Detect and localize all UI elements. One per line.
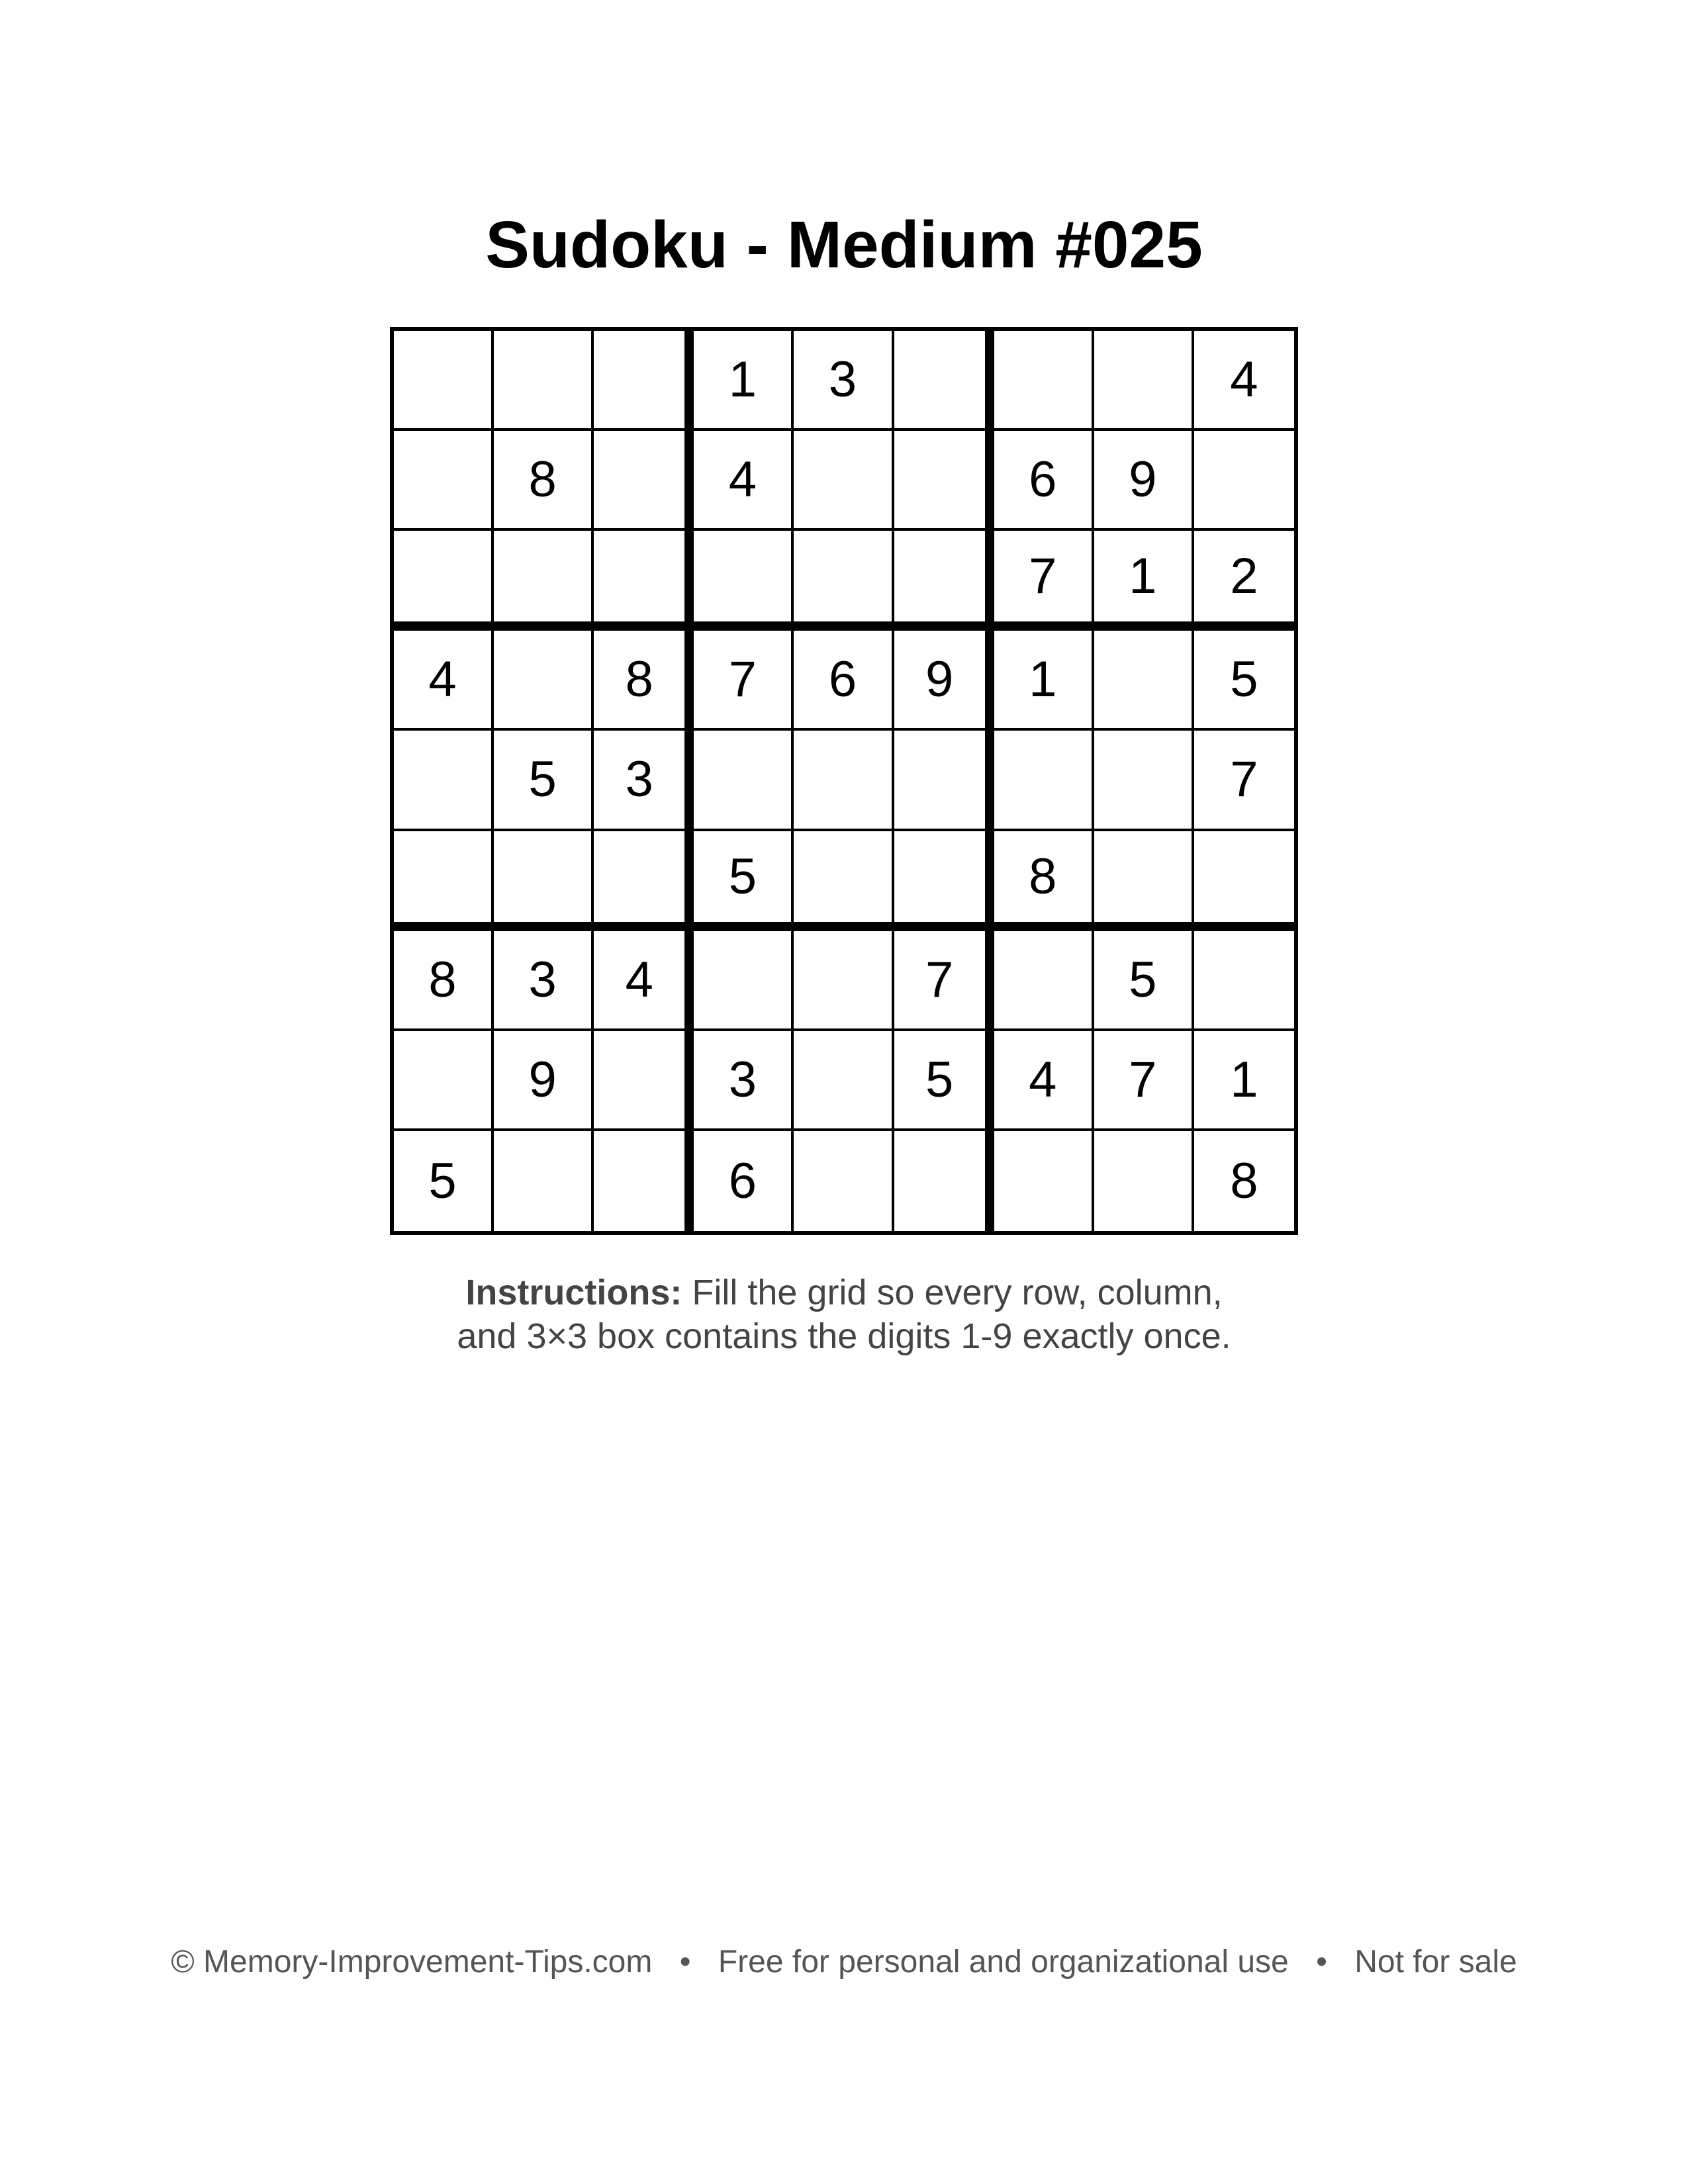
given-cell: 3 <box>594 731 694 831</box>
given-cell: 7 <box>894 931 994 1031</box>
empty-cell[interactable] <box>594 1031 694 1131</box>
empty-cell[interactable] <box>794 431 894 531</box>
empty-cell[interactable] <box>494 1131 594 1231</box>
empty-cell[interactable] <box>394 831 494 931</box>
instructions-label: Instructions: <box>465 1273 682 1312</box>
sudoku-grid <box>390 327 1298 1235</box>
given-cell: 9 <box>894 631 994 731</box>
given-cell: 7 <box>1194 731 1294 831</box>
given-cell: 3 <box>494 931 594 1031</box>
given-cell: 1 <box>1094 531 1194 631</box>
empty-cell[interactable] <box>594 1131 694 1231</box>
footer-copyright: © Memory-Improvement-Tips.com <box>171 1944 653 1979</box>
page-title: Sudoku - Medium #025 <box>485 208 1203 282</box>
given-cell: 7 <box>694 631 794 731</box>
empty-cell[interactable] <box>794 931 894 1031</box>
given-cell: 3 <box>694 1031 794 1131</box>
empty-cell[interactable] <box>894 1131 994 1231</box>
empty-cell[interactable] <box>1094 331 1194 431</box>
given-cell: 1 <box>994 631 1094 731</box>
empty-cell[interactable] <box>794 531 894 631</box>
given-cell: 5 <box>494 731 594 831</box>
empty-cell[interactable] <box>1094 1131 1194 1231</box>
given-cell: 4 <box>994 1031 1094 1131</box>
given-cell: 8 <box>1230 1152 1258 1209</box>
empty-cell[interactable] <box>794 1031 894 1131</box>
given-cell: 5 <box>394 1131 494 1231</box>
empty-cell[interactable] <box>394 531 494 631</box>
empty-cell[interactable] <box>1094 631 1194 731</box>
empty-cell[interactable] <box>494 831 594 931</box>
given-cell: 4 <box>594 931 694 1031</box>
footer-separator: • <box>1316 1944 1327 1979</box>
empty-cell[interactable] <box>394 1031 494 1131</box>
empty-cell[interactable] <box>1194 831 1294 931</box>
given-cell: 1 <box>694 331 794 431</box>
given-cell: 2 <box>1194 531 1294 631</box>
empty-cell[interactable] <box>394 731 494 831</box>
empty-cell[interactable] <box>694 531 794 631</box>
given-cell: 5 <box>894 1031 994 1131</box>
instructions-line-2: and 3×3 box contains the digits 1-9 exactly once. <box>457 1316 1231 1356</box>
empty-cell[interactable] <box>894 331 994 431</box>
footer-sale: Not for sale <box>1354 1944 1517 1979</box>
empty-cell[interactable] <box>994 731 1094 831</box>
given-cell: 9 <box>494 1031 594 1131</box>
given-cell: 5 <box>1194 631 1294 731</box>
empty-cell[interactable] <box>994 1131 1094 1231</box>
empty-cell[interactable] <box>394 331 494 431</box>
empty-cell[interactable] <box>794 831 894 931</box>
given-cell: 7 <box>1094 1031 1194 1131</box>
empty-cell[interactable] <box>994 331 1094 431</box>
given-cell: 9 <box>1094 431 1194 531</box>
empty-cell[interactable] <box>994 931 1094 1031</box>
given-cell: 8 <box>994 831 1094 931</box>
given-cell: 8 <box>494 431 594 531</box>
empty-cell[interactable] <box>594 531 694 631</box>
given-cell: 1 <box>1194 1031 1294 1131</box>
empty-cell[interactable] <box>694 931 794 1031</box>
empty-cell[interactable] <box>794 1131 894 1231</box>
empty-cell[interactable] <box>394 431 494 531</box>
instructions <box>0 1271 1688 1358</box>
given-cell: 6 <box>694 1131 794 1231</box>
empty-cell[interactable] <box>1194 431 1294 531</box>
given-cell: 7 <box>994 531 1094 631</box>
empty-cell[interactable] <box>594 831 694 931</box>
empty-cell[interactable] <box>894 831 994 931</box>
empty-cell[interactable] <box>894 531 994 631</box>
empty-cell[interactable] <box>794 731 894 831</box>
given-cell: 5 <box>694 831 794 931</box>
footer-separator: • <box>679 1944 691 1979</box>
empty-cell[interactable] <box>894 431 994 531</box>
empty-cell[interactable] <box>1094 831 1194 931</box>
empty-cell[interactable] <box>494 531 594 631</box>
empty-cell[interactable] <box>694 731 794 831</box>
empty-cell[interactable] <box>494 631 594 731</box>
footer <box>0 1942 1688 1982</box>
given-cell: 6 <box>794 631 894 731</box>
given-cell: 5 <box>1094 931 1194 1031</box>
given-cell: 4 <box>1194 331 1294 431</box>
empty-cell[interactable] <box>494 331 594 431</box>
instructions-line-1: Fill the grid so every row, column, <box>692 1273 1223 1312</box>
empty-cell[interactable] <box>594 331 694 431</box>
empty-cell[interactable] <box>1094 731 1194 831</box>
footer-usage: Free for personal and organizational use <box>718 1944 1289 1979</box>
given-cell: 4 <box>394 631 494 731</box>
empty-cell[interactable] <box>594 431 694 531</box>
given-cell: 8 <box>594 631 694 731</box>
given-cell: 3 <box>794 331 894 431</box>
empty-cell[interactable] <box>1194 931 1294 1031</box>
given-cell: 4 <box>694 431 794 531</box>
given-cell: 8 <box>394 931 494 1031</box>
given-cell: 6 <box>994 431 1094 531</box>
empty-cell[interactable] <box>894 731 994 831</box>
